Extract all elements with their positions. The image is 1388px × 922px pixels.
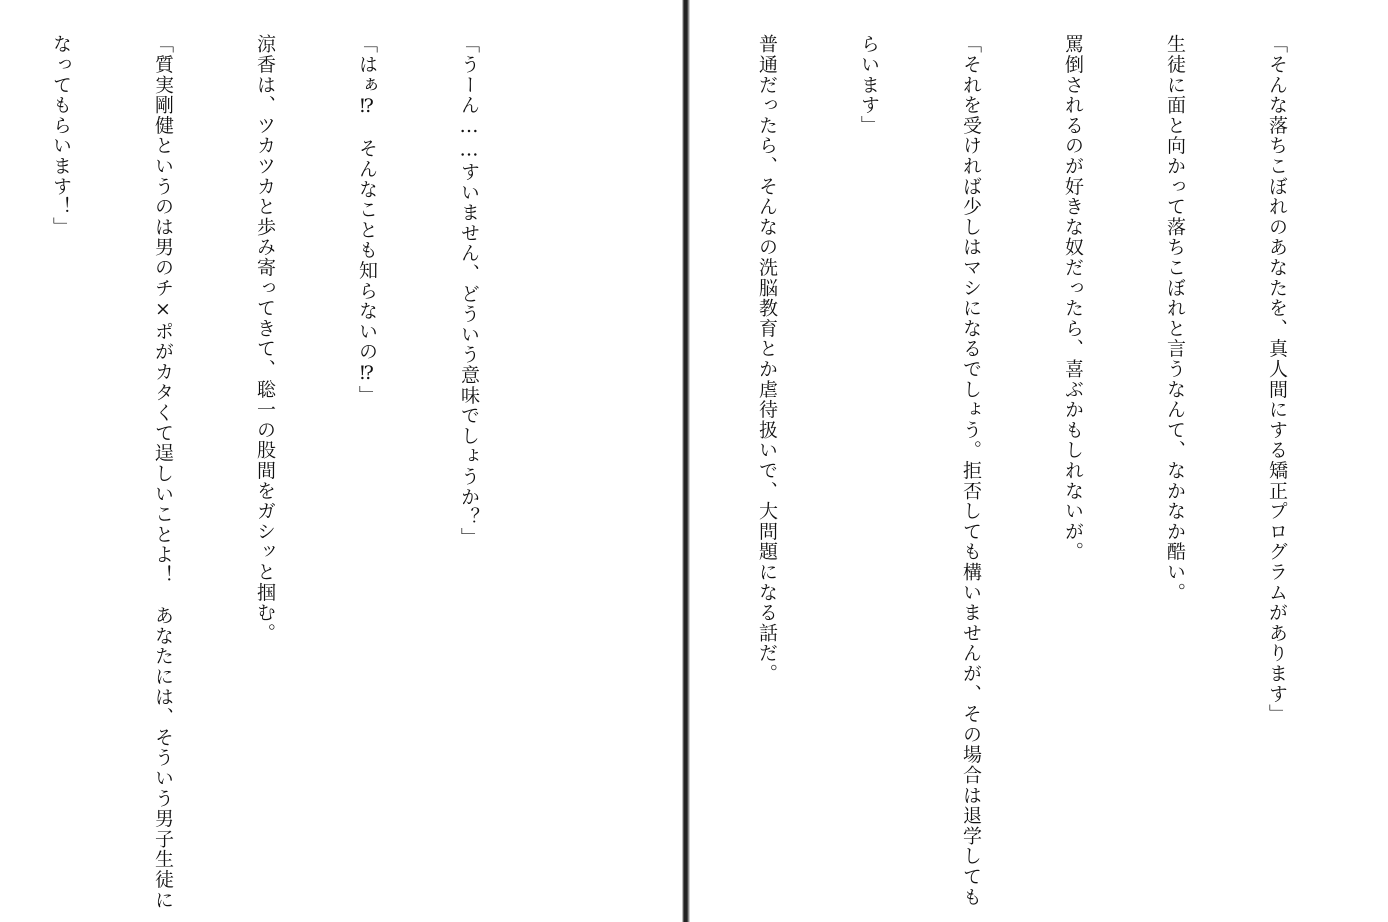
- text-line: 罵倒されるのが好きな奴だったら、喜ぶかもしれないが。: [1062, 34, 1084, 562]
- text-line: なってもらいます！」: [50, 34, 72, 237]
- text-line: 「うーん……すいません、どういう意味でしょうか？」: [458, 34, 480, 548]
- text-line: らいます」: [858, 34, 880, 136]
- text-line: 涼香は、ツカツカと歩み寄ってきて、聡一の股間をガシッと掴む。: [254, 34, 276, 643]
- left-page: [0, 0, 682, 922]
- right-page-text: [690, 34, 1362, 914]
- right-page: [690, 0, 1388, 922]
- book-spine-divider: [682, 0, 690, 922]
- text-line: 生徒に面と向かって落ちこぼれと言うなんて、なかなか酷い。: [1164, 34, 1186, 603]
- text-line: 「質実剛健というのは男のチ×ポがカタくて逞しいことよ！ あなたには、そういう男子生徒に: [152, 34, 174, 910]
- text-line: 「はぁ⁉ そんなことも知らないの⁉」: [356, 34, 378, 406]
- left-page-text: [0, 34, 554, 914]
- text-line: 「そんな落ちこぼれのあなたを、真人間にする矯正プログラムがあります」: [1266, 34, 1288, 725]
- text-line: 普通だったら、そんなの洗脳教育とか虐待扱いで、大問題になる話だ。: [756, 34, 778, 684]
- text-line: 「それを受ければ少しはマシになるでしょう。拒否しても構いませんが、その場合は退学しても: [960, 34, 982, 907]
